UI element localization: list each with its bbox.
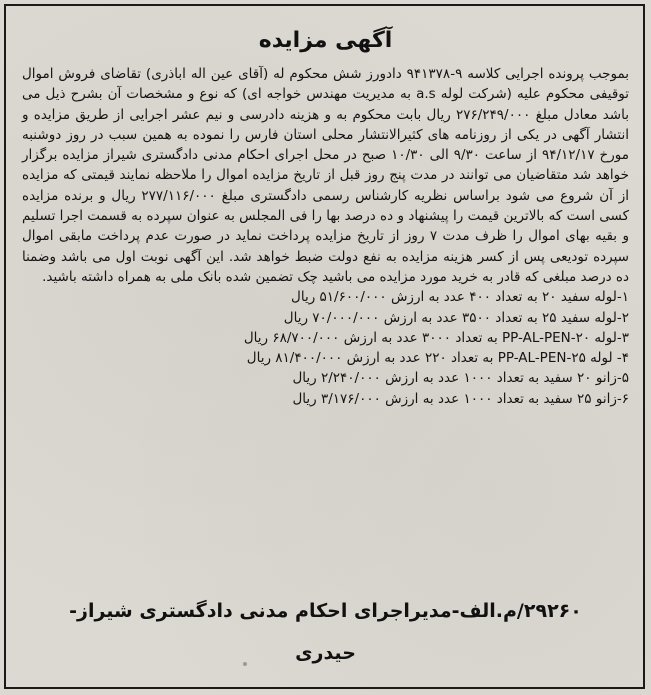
signature-line-reference: ۲۹۲۶۰/م.الف-مدیراجرای احکام مدنی دادگستری شیراز- [69,600,582,622]
signature-block [0,590,651,674]
ink-speck [243,662,247,666]
list-item: ۵-زانو ۲۰ سفید به تعداد ۱۰۰۰ عدد به ارزش ۲/۲۴۰/۰۰۰ ریال [292,370,629,387]
notice-title: آگهی مزایده [258,28,393,53]
list-item: ۶-زانو ۲۵ سفید به تعداد ۱۰۰۰ عدد به ارزش ۳/۱۷۶/۰۰۰ ریال [292,390,629,407]
list-item: ۱-لوله سفید ۲۰ به تعداد ۴۰۰ عدد به ارزش ۵۱/۶۰۰/۰۰۰ ریال [291,289,629,306]
item-list [22,287,629,409]
list-item: ۳-لوله PP-AL-PEN-۲۰ به تعداد ۳۰۰۰ عدد به ارزش ۶۸/۷۰۰/۰۰۰ ریال [243,329,629,346]
list-item: ۲-لوله سفید ۲۵ به تعداد ۳۵۰۰ عدد به ارزش ۷۰/۰۰۰/۰۰۰ ریال [283,309,629,326]
signature-line-name: حیدری [295,642,356,664]
notice-content [22,64,629,409]
list-item: ۴- لوله PP-AL-PEN-۲۵ به تعداد ۲۲۰ عدد به ارزش ۸۱/۴۰۰/۰۰۰ ریال [246,350,629,367]
notice-body: بموجب پرونده اجرایی کلاسه ۹-۹۴۱۳۷۸ دادورز شش محکوم له (آقای عین اله اباذری) تقاضای فروش اموال توقیفی محکوم علیه (شرکت لوله a.s به مدیریت مهندس خواجه ای) که نوع و مشخصات آن بشرح ذیل می باشد معادل مبلغ ۲۷۶/۲۴۹/۰۰۰ ریال بابت محکوم به و هزینه دادرسی و نیم عشر اجرایی از طریق مزایده و انتشار آگهی در یکی از روزنامه های کثیرالانتشار محلی استان فارس را نموده به همین سبب در روز دوشنبه مورخ ۹۴/۱۲/۱۷ از ساعت ۹/۳۰ الی ۱۰/۳۰ صبح در محل اجرای احکام مدنی دادگستری شیراز مزایده برگزار خواهد شد متقاضیان می توانند در مدت پنج روز قبل از تاریخ مزایده اموال را ملاحظه نمایند قیمتی که مزایده از آن شروع می شود براساس نظریه کارشناس رسمی دادگستری مبلغ ۲۷۷/۱۱۶/۰۰۰ ریال و برنده مزایده کسی است که بالاترین قیمت را پیشنهاد و ده درصد بها را فی المجلس به عنوان سپرده به قسمت اجرا تسلیم و بقیه بهای اموال را ظرف مدت ۷ روز از تاریخ مزایده پرداخت نماید در صورت عدم پرداخت مابقی اموال سپرده تودیعی پس از کسر هزینه مزایده به نفع دولت ضبط خواهد شد. این آگهی نوبت اول می باشد وضمنا ده درصد مبلغی که قادر به خرید مورد مزایده می باشید چک تضمین شده بانک ملی به همراه داشته باشید. [22,66,630,285]
